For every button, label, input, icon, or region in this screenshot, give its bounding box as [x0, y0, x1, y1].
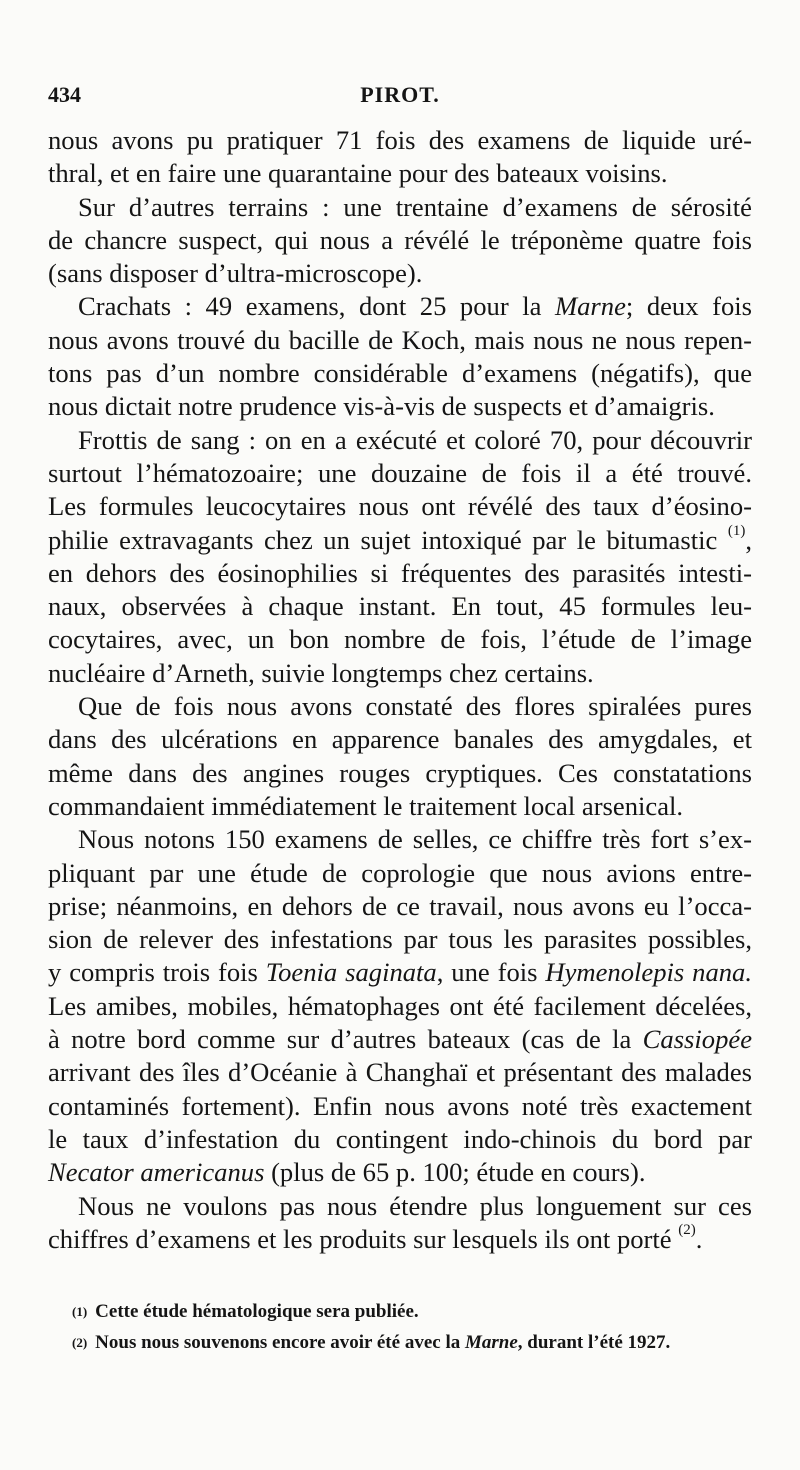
- text-line: nous dictait notre prudence vis-à-vis de suspects et d’amaigris.: [48, 391, 715, 422]
- footnote: $^{(2)}$ Nous nous souvenons encore avoir été avec la Marne, durant l’été 1927.: [72, 1332, 671, 1353]
- text-line: sion de relever des infestations par tous les parasites possibles,: [48, 924, 752, 955]
- text-line: (sans disposer d’ultra-microscope).: [48, 258, 423, 289]
- text-line: de chancre suspect, qui nous a révélé le tréponème quatre fois: [48, 224, 752, 255]
- text-line: même dans des angines rouges cryptiques. Ces constatations: [48, 757, 752, 788]
- footnote-mark: (1): [72, 1304, 88, 1319]
- footnotes: [72, 1296, 762, 1358]
- text-line: Crachats : 49 examens, dont 25 pour la Marne; deux fois: [78, 291, 752, 322]
- italic-term: Marne: [464, 1332, 518, 1353]
- text-line: cocytaires, avec, un bon nombre de fois, l’étude de l’image: [48, 624, 752, 655]
- italic-term: Cassiopée: [642, 1024, 752, 1055]
- paragraph: [48, 124, 752, 191]
- footnote: $^{(1)}$ Cette étude hématologique sera publiée.: [72, 1301, 419, 1322]
- text-line: tons pas d’un nombre considérable d’examens (négatifs), que: [48, 358, 752, 389]
- text-line: Sur d’autres terrains : une trentaine d’examens de sérosité: [78, 191, 752, 222]
- text-line: Les amibes, mobiles, hématophages ont été facilement décelées,: [48, 990, 752, 1021]
- text-line: nucléaire d’Arneth, suivie longtemps chez certains.: [48, 657, 594, 688]
- text-line: pliquant par une étude de coprologie que nous avions entre-: [48, 857, 752, 888]
- footnote-mark: (2): [72, 1335, 88, 1350]
- text-line: arrivant des îles d’Océanie à Changhaï et présentant des malades: [48, 1057, 752, 1088]
- text-line: à notre bord comme sur d’autres bateaux (cas de la Cassiopée: [48, 1024, 752, 1055]
- paragraph: [48, 191, 752, 291]
- italic-term: Necator americanus: [48, 1157, 265, 1188]
- running-head: PIROT.: [360, 82, 440, 107]
- text-line: thral, et en faire une quarantaine pour des bateaux voisins.: [48, 158, 668, 189]
- text-line: dans des ulcérations en apparence banales des amygdales, et: [48, 724, 752, 755]
- page-header: [48, 82, 752, 112]
- text-line: y compris trois fois Toenia saginata, une fois Hymenolepis nana.: [48, 957, 752, 988]
- text-line: contaminés fortement). Enfin nous avons noté très exactement: [48, 1090, 752, 1121]
- italic-term: Hymenolepis nana.: [545, 957, 752, 988]
- text-line: prise; néanmoins, en dehors de ce travail, nous avons eu l’occa-: [48, 890, 752, 921]
- text-line: Que de fois nous avons constaté des flores spiralées pures: [78, 691, 752, 722]
- text-line: surtout l’hématozoaire; une douzaine de fois il a été trouvé.: [48, 457, 752, 488]
- italic-term: Toenia saginata: [265, 957, 437, 988]
- paragraph: [48, 823, 752, 1189]
- footnote-ref: (2): [678, 1221, 696, 1238]
- text-line: le taux d’infestation du contingent indo-chinois du bord par: [48, 1123, 752, 1154]
- text-line: philie extravagants chez un sujet intoxiqué par le bitumastic $^{(1)}$,: [48, 522, 752, 555]
- text-line: nous avons pu pratiquer 71 fois des examens de liquide uré-: [48, 125, 752, 155]
- text-line: commandaient immédiatement le traitement local arsenical.: [48, 790, 684, 821]
- paragraph: [48, 424, 752, 690]
- paragraph: [48, 690, 752, 823]
- body-text: [48, 124, 752, 1256]
- italic-term: Marne: [554, 291, 626, 322]
- text-line: Les formules leucocytaires nous ont révélé des taux d’éosino-: [48, 491, 752, 522]
- text-line: naux, observées à chaque instant. En tout, 45 formules leu-: [48, 591, 752, 622]
- text-line: Nous ne voulons pas nous étendre plus longuement sur ces: [78, 1190, 752, 1221]
- text-line: Nous notons 150 examens de selles, ce chiffre très fort s’ex-: [78, 824, 752, 855]
- text-line: nous avons trouvé du bacille de Koch, mais nous ne nous repen-: [48, 324, 752, 355]
- text-line: Frottis de sang : on en a exécuté et coloré 70, pour découvrir: [78, 424, 752, 455]
- paragraph: [48, 290, 752, 423]
- page-number: 434: [48, 82, 81, 107]
- paragraph: [48, 1190, 752, 1257]
- text-line: en dehors des éosinophilies si fréquentes des parasités intesti-: [48, 557, 752, 588]
- text-line: Necator americanus (plus de 65 p. 100; étude en cours).: [48, 1157, 646, 1188]
- footnote-ref: (1): [727, 522, 746, 539]
- text-line: chiffres d’examens et les produits sur lesquels ils ont porté $^{(2)}$.: [48, 1221, 703, 1254]
